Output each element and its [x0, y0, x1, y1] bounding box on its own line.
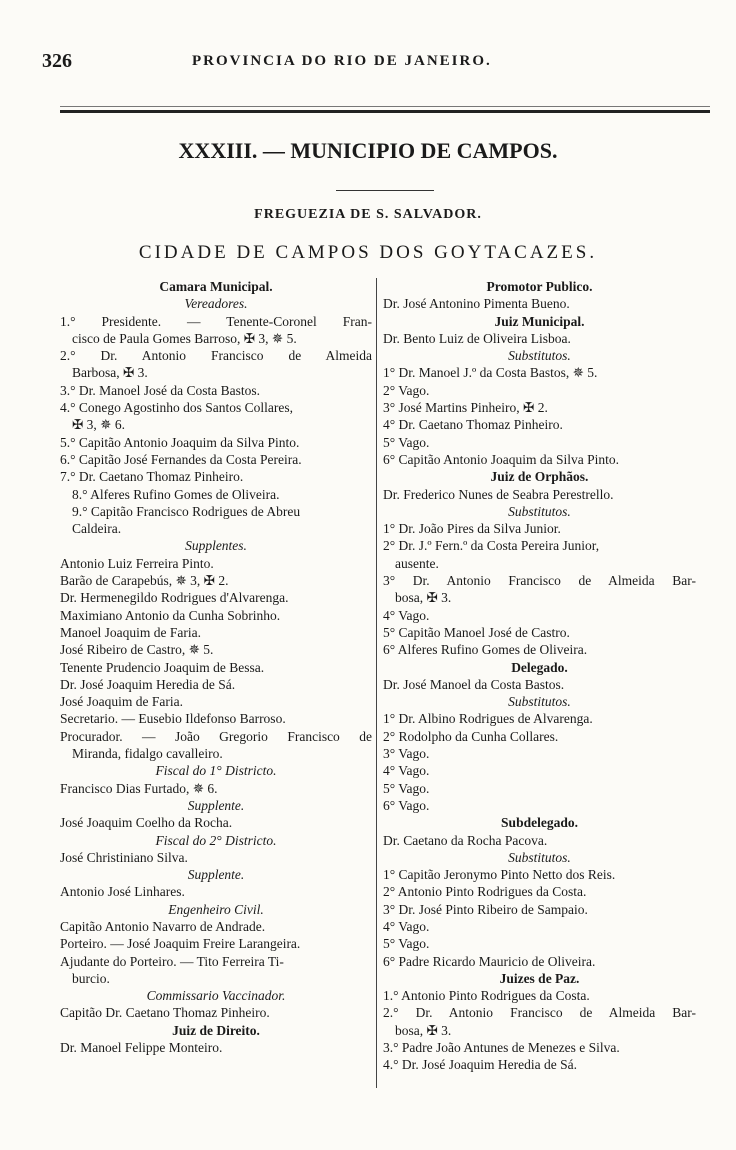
running-header [42, 50, 692, 74]
entry-line: 4° Vago. [383, 763, 430, 779]
entry-line: 5° Vago. [383, 936, 430, 952]
entry-line: Capitão Antonio Navarro de Andrade. [60, 918, 266, 934]
entry-line: Antonio José Linhares. [60, 884, 185, 900]
entry-line: Antonio Luiz Ferreira Pinto. [60, 555, 214, 571]
column-heading: Substitutos. [508, 694, 571, 710]
entry-line: José Joaquim Coelho da Rocha. [60, 815, 233, 831]
column-heading: Fiscal do 1° Districto. [155, 763, 277, 779]
entry-line: Maximiano Antonio da Cunha Sobrinho. [60, 607, 281, 623]
entry-line: Dr. Manoel Felippe Monteiro. [60, 1040, 223, 1056]
entry-line: ausente. [395, 555, 439, 571]
column-heading: Subdelegado. [501, 815, 578, 831]
entry-line: 1° Capitão Jeronymo Pinto Netto dos Reis. [383, 867, 616, 883]
entry-line: 2.° Dr. Antonio Francisco de Almeida Bar- [383, 1005, 696, 1021]
entry-line: Francisco Dias Furtado, ✵ 6. [60, 780, 218, 796]
entry-line: 3.° Padre João Antunes de Menezes e Silva. [383, 1040, 620, 1056]
entry-line: 2° Dr. J.º Fern.º da Costa Pereira Junior, [383, 538, 600, 554]
page-number: 326 [42, 50, 72, 72]
section-title: XXXIII. — MUNICIPIO DE CAMPOS. [178, 138, 558, 163]
running-title: PROVINCIA DO RIO DE JANEIRO. [192, 53, 492, 69]
entry-line: Tenente Prudencio Joaquim de Bessa. [60, 659, 265, 675]
entry-line: Manoel Joaquim de Faria. [60, 624, 201, 640]
entry-line: 3° Dr. Antonio Francisco de Almeida Bar- [383, 573, 696, 589]
entry-line: 2° Vago. [383, 382, 430, 398]
column-divider [376, 278, 377, 1088]
entry-line: 5° Vago. [383, 434, 430, 450]
column-heading: Supplentes. [185, 538, 247, 554]
column-heading: Juiz de Orphãos. [490, 469, 589, 485]
entry-line: Dr. José Manoel da Costa Bastos. [383, 676, 565, 692]
entry-line: burcio. [72, 970, 110, 986]
entry-line: Secretario. — Eusebio Ildefonso Barroso. [60, 711, 286, 727]
entry-line: 1.° Antonio Pinto Rodrigues da Costa. [383, 988, 590, 1004]
entry-line: 3° José Martins Pinheiro, ✠ 2. [383, 400, 548, 416]
entry-line: Miranda, fidalgo cavalleiro. [72, 746, 223, 762]
entry-line: 8.° Alferes Rufino Gomes de Oliveira. [72, 486, 280, 502]
entry-line: José Joaquim de Faria. [60, 694, 183, 710]
entry-line: 1° Dr. Manoel J.º da Costa Bastos, ✵ 5. [383, 365, 598, 381]
header-rule-thin [60, 106, 710, 107]
entry-line: 1.° Presidente. — Tenente-Coronel Fran- [60, 313, 372, 329]
column-heading: Promotor Publico. [486, 279, 593, 294]
entry-line: 1° Dr. João Pires da Silva Junior. [383, 521, 561, 537]
entry-line: Barbosa, ✠ 3. [72, 365, 148, 381]
entry-line: 4° Dr. Caetano Thomaz Pinheiro. [383, 417, 563, 433]
freguezia-heading: FREGUEZIA DE S. SALVADOR. [254, 207, 482, 222]
column-heading: Delegado. [511, 659, 568, 675]
entry-line: 2.° Dr. Antonio Francisco de Almeida [60, 348, 372, 364]
entry-line: José Ribeiro de Castro, ✵ 5. [60, 642, 214, 658]
column-heading: Juiz Municipal. [494, 313, 585, 329]
entry-line: 4° Vago. [383, 918, 430, 934]
column-heading: Vereadores. [184, 296, 248, 312]
entry-line: 3° Vago. [383, 746, 430, 762]
entry-line: 3° Dr. José Pinto Ribeiro de Sampaio. [383, 901, 588, 917]
column-heading: Juizes de Paz. [499, 970, 580, 986]
column-heading: Substitutos. [508, 348, 571, 364]
entry-line: 3.° Dr. Manoel José da Costa Bastos. [60, 382, 261, 398]
entry-line: 6° Padre Ricardo Mauricio de Oliveira. [383, 953, 596, 969]
column-heading: Substitutos. [508, 503, 571, 519]
entry-line: 5° Capitão Manoel José de Castro. [383, 624, 570, 640]
section-divider [336, 190, 434, 191]
entry-line: Dr. Frederico Nunes de Seabra Perestrello. [383, 486, 614, 502]
entry-line: cisco de Paula Gomes Barroso, ✠ 3, ✵ 5. [72, 330, 297, 346]
left-column [60, 278, 372, 1056]
entry-line: José Christiniano Silva. [60, 849, 188, 865]
entry-line: 6.° Capitão José Fernandes da Costa Pereira. [60, 451, 302, 467]
column-heading: Fiscal do 2° Districto. [155, 832, 277, 848]
entry-line: 4° Vago. [383, 607, 430, 623]
column-heading: Camara Municipal. [159, 279, 273, 294]
entry-line: 2° Antonio Pinto Rodrigues da Costa. [383, 884, 587, 900]
right-column [383, 278, 696, 1074]
entry-line: Barão de Carapebús, ✵ 3, ✠ 2. [60, 573, 229, 589]
entry-line: Dr. José Joaquim Heredia de Sá. [60, 676, 236, 692]
entry-line: bosa, ✠ 3. [395, 590, 452, 606]
entry-line: 6° Vago. [383, 797, 430, 813]
column-heading: Juiz de Direito. [172, 1022, 260, 1038]
entry-line: Capitão Dr. Caetano Thomaz Pinheiro. [60, 1005, 270, 1021]
entry-line: 9.° Capitão Francisco Rodrigues de Abreu [72, 503, 301, 519]
entry-line: 4.° Dr. José Joaquim Heredia de Sá. [383, 1057, 577, 1073]
entry-line: Porteiro. — José Joaquim Freire Larangeira. [60, 936, 301, 952]
entry-line: ✠ 3, ✵ 6. [72, 417, 125, 433]
entry-line: bosa, ✠ 3. [395, 1022, 452, 1038]
entry-line: 6° Alferes Rufino Gomes de Oliveira. [383, 642, 588, 658]
cidade-heading: CIDADE DE CAMPOS DOS GOYTACAZES. [138, 242, 598, 263]
column-heading: Substitutos. [508, 849, 571, 865]
column-heading: Engenheiro Civil. [168, 901, 264, 917]
entry-line: 5° Vago. [383, 780, 430, 796]
entry-line: Dr. Hermenegildo Rodrigues d'Alvarenga. [60, 590, 289, 606]
column-heading: Supplente. [187, 867, 245, 883]
entry-line: 1° Dr. Albino Rodrigues de Alvarenga. [383, 711, 593, 727]
entry-line: Dr. Caetano da Rocha Pacova. [383, 832, 548, 848]
entry-line: 7.° Dr. Caetano Thomaz Pinheiro. [60, 469, 244, 485]
entry-line: Ajudante do Porteiro. — Tito Ferreira Ti- [60, 953, 284, 969]
entry-line: Procurador. — João Gregorio Francisco de [60, 728, 372, 744]
entry-line: Dr. Bento Luiz de Oliveira Lisboa. [383, 330, 571, 346]
entry-line: Dr. José Antonino Pimenta Bueno. [383, 296, 570, 312]
entry-line: 2° Rodolpho da Cunha Collares. [383, 728, 559, 744]
header-rule [60, 110, 710, 113]
entry-line: 4.° Conego Agostinho dos Santos Collares, [60, 400, 294, 416]
entry-line: Caldeira. [72, 521, 122, 537]
entry-line: 5.° Capitão Antonio Joaquim da Silva Pinto. [60, 434, 300, 450]
entry-line: 6° Capitão Antonio Joaquim da Silva Pinto. [383, 451, 620, 467]
column-heading: Commissario Vaccinador. [146, 988, 286, 1004]
column-heading: Supplente. [187, 797, 245, 813]
